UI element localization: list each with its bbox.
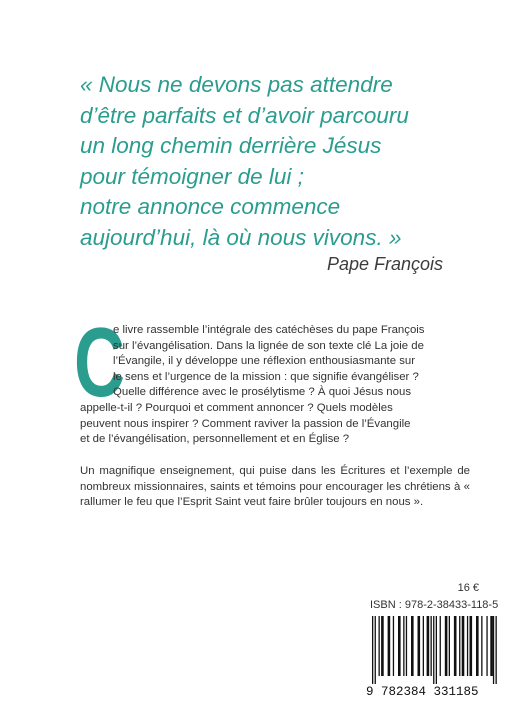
- barcode-bar: [433, 616, 434, 684]
- barcode-bar: [486, 616, 487, 676]
- barcode-bar: [462, 616, 465, 676]
- paragraph-line: et de l’évangélisation, personnellement et en Église ?: [80, 433, 350, 446]
- paragraph-line: l’Évangile, il y développe une réflexion enthousiasmante sur: [113, 355, 416, 368]
- barcode-bar: [449, 616, 450, 676]
- barcode-bar: [454, 616, 457, 676]
- barcode-bar: [423, 616, 424, 676]
- quote-line: notre annonce commence: [80, 194, 341, 219]
- barcode-bar: [481, 616, 482, 676]
- barcode-bar: [496, 616, 497, 684]
- barcode-bar: [393, 616, 394, 676]
- barcode-bar: [403, 616, 404, 676]
- barcode-bars: [366, 616, 514, 684]
- quote-line: d’être parfaits et d’avoir parcouru: [80, 102, 409, 128]
- barcode-bar: [379, 616, 380, 676]
- drop-cap-letter: C: [74, 307, 125, 417]
- quote-line: pour témoigner de lui ;: [80, 163, 304, 189]
- barcode-bar: [440, 616, 441, 676]
- quote-author: Pape François: [326, 254, 443, 274]
- barcode-bar: [470, 616, 473, 676]
- barcode-bar: [418, 616, 421, 676]
- paragraph-line: appelle-t-il ? Pourquoi et comment annoncer ? Quels modèles: [80, 401, 393, 414]
- barcode-digits: 9 782384 331185: [366, 685, 479, 699]
- quote-line: aujourd’hui, là où nous vivons. »: [80, 224, 402, 250]
- paragraph-line: e livre rassemble l’intégrale des catéchèses du pape François: [113, 324, 425, 336]
- description-paragraph-1: [80, 323, 470, 448]
- barcode-bar: [467, 616, 468, 676]
- paragraph-line: Quelle différence avec le prosélytisme ? À quoi Jésus nous: [113, 386, 412, 399]
- barcode-bar: [493, 616, 494, 684]
- barcode-bar: [459, 616, 460, 676]
- back-cover-quote: [80, 70, 500, 253]
- price-label: 16 €: [457, 582, 479, 594]
- paragraph-line: sur l’évangélisation. Dans la lignée de son texte clé La joie de: [113, 339, 424, 352]
- barcode-bar: [375, 616, 376, 684]
- barcode-bar: [490, 616, 493, 676]
- barcode-bar: [427, 616, 430, 676]
- paragraph-line: le sens et l’urgence de la mission : que signifie évangéliser ?: [113, 370, 419, 383]
- barcode: [366, 616, 514, 696]
- barcode-bar: [445, 616, 448, 676]
- barcode-bar: [388, 616, 391, 676]
- isbn-label: ISBN : 978-2-38433-118-5: [370, 599, 499, 611]
- paragraph-line: peuvent nous inspirer ? Comment raviver la passion de l’Évangile: [80, 417, 411, 430]
- barcode-bar: [476, 616, 479, 676]
- quote-line: un long chemin derrière Jésus: [80, 133, 382, 158]
- barcode-bar: [406, 616, 407, 676]
- barcode-bar: [398, 616, 401, 676]
- barcode-bar: [381, 616, 384, 676]
- barcode-bar: [431, 616, 432, 676]
- barcode-bar: [411, 616, 414, 676]
- quote-line: « Nous ne devons pas attendre: [80, 72, 393, 97]
- description-paragraph-2: Un magnifique enseignement, qui puise dans les Écritures et l’exemple de nombreux missionnaires, saints et témoins pour encourager les chrétiens à « rallumer le feu que l’Esprit Saint veut faire brûler toujours en nous ».: [80, 465, 470, 509]
- barcode-bar: [436, 616, 437, 684]
- barcode-bar: [372, 616, 373, 684]
